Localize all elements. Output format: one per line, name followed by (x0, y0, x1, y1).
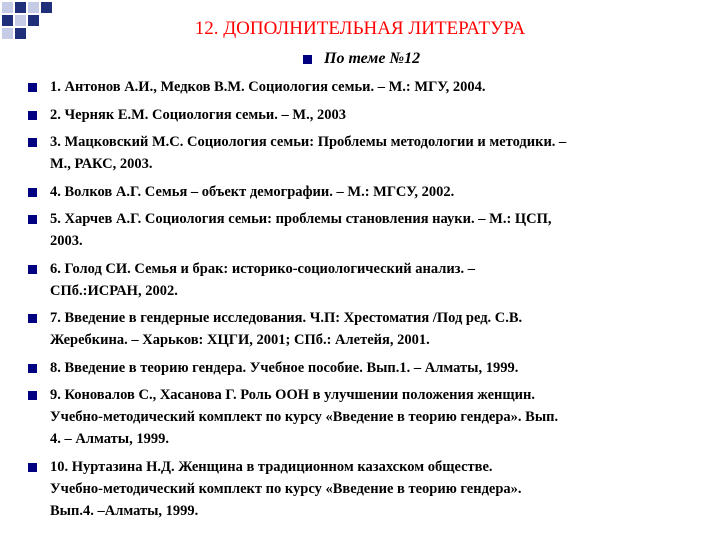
list-item (28, 258, 708, 302)
reference-text: 3. Мацковский М.С. Социология семьи: Проблемы методологии и методики. – М., РАКС, 2003. (50, 134, 567, 172)
list-item (28, 307, 708, 351)
reference-text: 5. Харчев А.Г. Социология семьи: проблемы становления науки. – М.: ЦСП, 2003. (50, 211, 552, 249)
reference-text: 7. Введение в гендерные исследования. Ч.П: Хрестоматия /Под ред. С.В. Жеребкина. – Харьков: ХЦГИ, 2001; СПб.: Алетейя, 2001. (50, 310, 523, 348)
reference-text: 1. Антонов А.И., Медков В.М. Социология семьи. – М.: МГУ, 2004. (50, 79, 486, 95)
deco-square (41, 2, 52, 13)
reference-list (28, 76, 708, 527)
deco-square (15, 2, 26, 13)
deco-square (28, 2, 39, 13)
list-item (28, 384, 708, 450)
square-bullet-icon (28, 463, 37, 472)
list-item (28, 357, 708, 379)
square-bullet-icon (28, 188, 37, 197)
list-item (28, 76, 708, 98)
reference-text: 6. Голод СИ. Семья и брак: историко-социологический анализ. – СПб.:ИСРАН, 2002. (50, 260, 476, 299)
square-bullet-icon (28, 111, 37, 120)
deco-square (2, 2, 13, 13)
list-item (28, 131, 708, 175)
topic-subtitle (303, 50, 420, 68)
reference-text: 2. Черняк Е.М. Социология семьи. – М., 2003 (50, 106, 346, 123)
reference-text: 8. Введение в теорию гендера. Учебное пособие. Вып.1. – Алматы, 1999. (50, 359, 519, 376)
subtitle-text: По теме №12 (324, 50, 421, 67)
square-bullet-icon (28, 314, 37, 323)
list-item (28, 181, 708, 203)
reference-text: 4. Волков А.Г. Семья – объект демографии. – М.: МГСУ, 2002. (50, 183, 455, 200)
square-bullet-icon (28, 215, 37, 224)
square-bullet-icon (28, 364, 37, 373)
reference-text: 10. Нуртазина Н.Д. Женщина в традиционном казахском обществе. Учебно-методический комплект по курсу «Введение в теорию гендера». Вып.4. –Алматы, 1999. (50, 458, 522, 519)
reference-text: 9. Коновалов С., Хасанова Г. Роль ООН в улучшении положения женщин. Учебно-методический комплект по курсу «Введение в теорию гендера». Вып. 4. – Алматы, 1999. (50, 387, 559, 447)
square-bullet-icon (28, 391, 37, 400)
list-item (28, 456, 708, 522)
square-bullet-icon (303, 55, 312, 64)
list-item (28, 208, 708, 252)
square-bullet-icon (28, 83, 37, 92)
square-bullet-icon (28, 138, 37, 147)
list-item (28, 104, 708, 126)
square-bullet-icon (28, 265, 37, 274)
page-title: 12. ДОПОЛНИТЕЛЬНАЯ ЛИТЕРАТУРА (194, 18, 526, 39)
